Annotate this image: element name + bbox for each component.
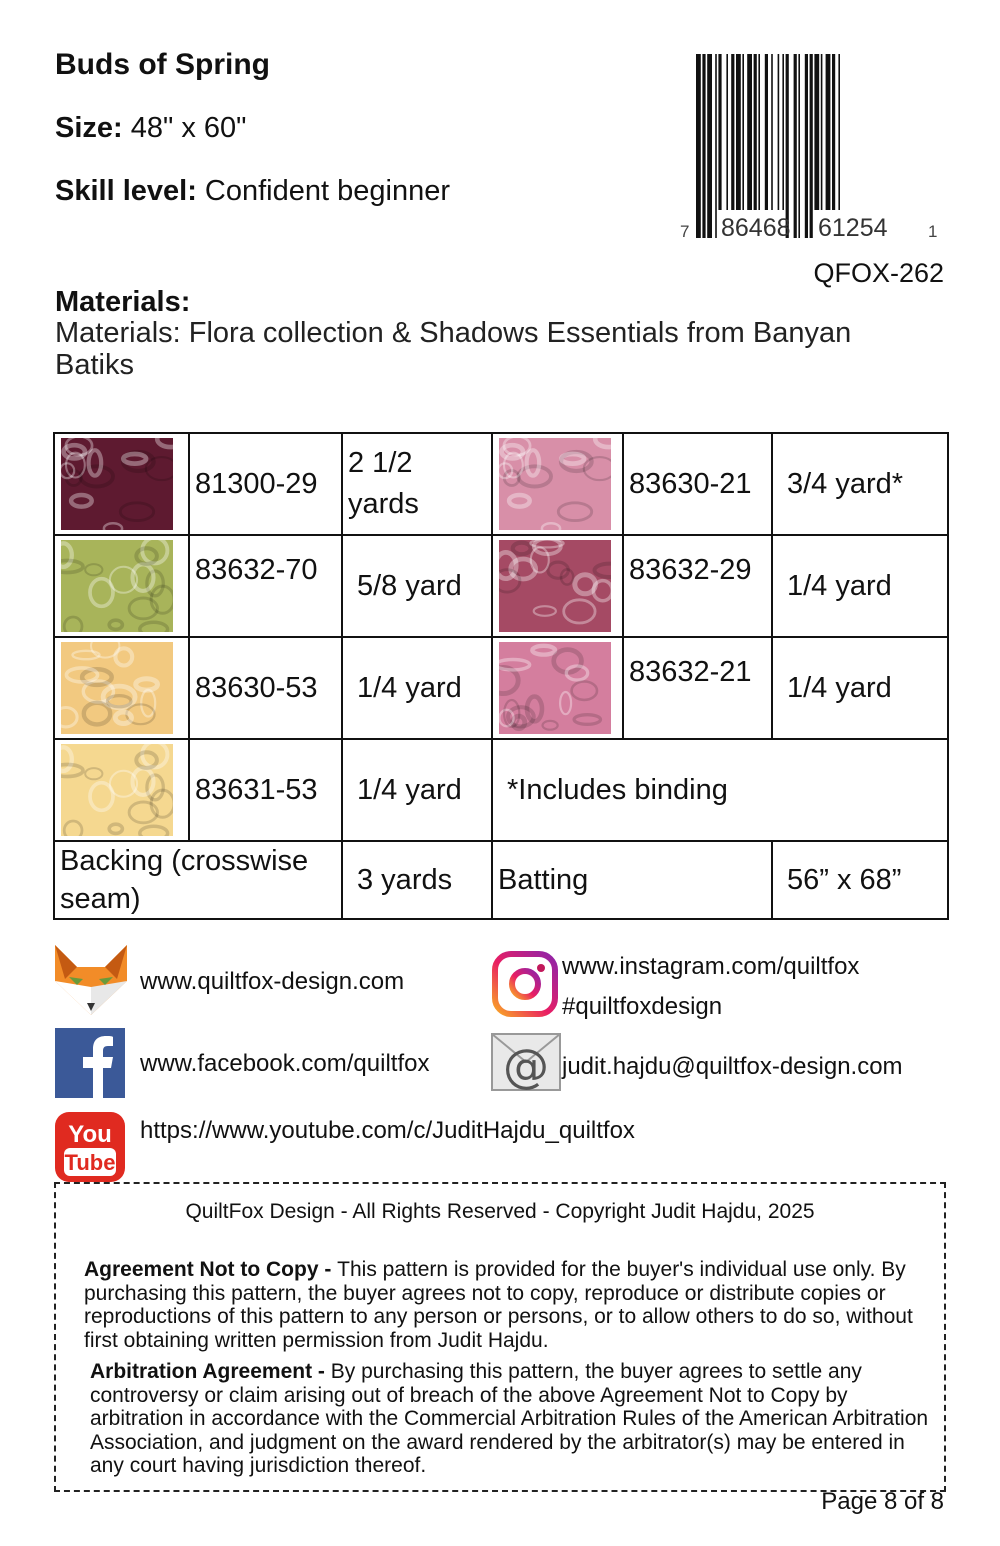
page-number: Page 8 of 8 [821,1488,944,1515]
arbitration-text: By purchasing this pattern, the buyer agrees to settle any controversy or claim arising out of breach of the above Agreement Not to Copy by arbitration in accordance with the Commercial Arbitration Rules of the American Arbitration Association, and judgment on the award rendered by the arbitrator(s) may be entered in any court having jurisdiction thereof. [90,1360,929,1477]
batting-label: Batting [492,841,772,919]
binding-note: *Includes binding [492,739,948,841]
size-label: Size: [55,112,123,144]
fabric-swatch-83630-53 [61,642,173,734]
pattern-code: QFOX-262 [813,258,944,288]
fabric-code: 83630-21 [623,433,772,535]
fabric-amount: 5/8 yard [342,535,492,637]
table-row [54,535,948,637]
fabric-requirements-table [53,432,949,920]
backing-amount: 3 yards [342,841,492,919]
email-link[interactable]: judit.hajdu@quiltfox-design.com [562,1053,903,1080]
facebook-link[interactable]: www.facebook.com/quiltfox [140,1050,430,1077]
instagram-icon [492,951,558,1017]
materials-text: Materials: Flora collection & Shadows Essentials from Banyan Batiks [55,317,852,381]
barcode-group-1: 86468 [721,214,791,242]
size-value: 48" x 60" [130,112,247,144]
fabric-swatch-83632-70 [61,540,173,632]
arbitration-paragraph [90,1360,935,1478]
youtube-link[interactable]: https://www.youtube.com/c/JuditHajdu_quiltfox [140,1117,635,1144]
instagram-link[interactable]: www.instagram.com/quiltfox [562,953,860,980]
agreement-text: This pattern is provided for the buyer's individual use only. By purchasing this pattern, the buyer agrees not to copy, reproduce or distribute copies or reproductions of this pattern to any person or persons, or to allow others to do so, without first obtaining written permission from Judit Hajdu. [84,1258,913,1352]
table-row [54,739,948,841]
backing-label: Backing (crosswise seam) [54,841,342,919]
size-line [55,112,246,145]
youtube-icon [55,1112,125,1182]
fabric-swatch-83632-21 [499,642,611,734]
youtube-icon-top: You [68,1121,112,1148]
fabric-swatch-83632-29 [499,540,611,632]
fabric-swatch-83631-53 [61,744,173,836]
fabric-amount: 1/4 yard [772,535,948,637]
fabric-amount: 2 1/2 yards [342,433,492,535]
fabric-amount: 1/4 yard [772,637,948,739]
fabric-code: 83630-53 [189,637,342,739]
facebook-icon [55,1028,125,1098]
legal-notice-box [54,1182,946,1492]
svg-text:@: @ [503,1039,549,1092]
fabric-code: 83632-21 [623,637,772,739]
fabric-amount: 1/4 yard [342,739,492,841]
barcode [678,52,940,242]
skill-line [55,175,450,208]
fabric-swatch-81300-29 [61,438,173,530]
materials-heading: Materials: [55,286,191,318]
fabric-code: 83631-53 [189,739,342,841]
website-link[interactable]: www.quiltfox-design.com [140,968,405,995]
copyright-line: QuiltFox Design - All Rights Reserved - Copyright Judit Hajdu, 2025 [185,1200,815,1223]
table-row [54,841,948,919]
agreement-title: Agreement Not to Copy - [84,1258,338,1281]
barcode-digit-right: 1 [928,222,938,241]
fabric-code: 83632-70 [189,535,342,637]
table-row [54,433,948,535]
youtube-icon-bottom: Tube [64,1150,116,1175]
fabric-code: 81300-29 [189,433,342,535]
skill-value: Confident beginner [204,175,450,207]
fox-logo-icon [55,945,127,1015]
barcode-digit-left: 7 [680,222,690,241]
table-row [54,637,948,739]
fabric-amount: 1/4 yard [342,637,492,739]
skill-label: Skill level: [55,175,197,207]
pattern-title: Buds of Spring [55,48,270,81]
agreement-paragraph [84,1258,914,1352]
barcode-group-2: 61254 [818,214,888,242]
instagram-hashtag: #quiltfoxdesign [562,993,723,1020]
fabric-amount: 3/4 yard* [772,433,948,535]
batting-size: 56” x 68” [772,841,948,919]
arbitration-title: Arbitration Agreement - [90,1360,331,1383]
fabric-swatch-83630-21 [499,438,611,530]
email-icon [490,1032,562,1092]
fabric-code: 83632-29 [623,535,772,637]
